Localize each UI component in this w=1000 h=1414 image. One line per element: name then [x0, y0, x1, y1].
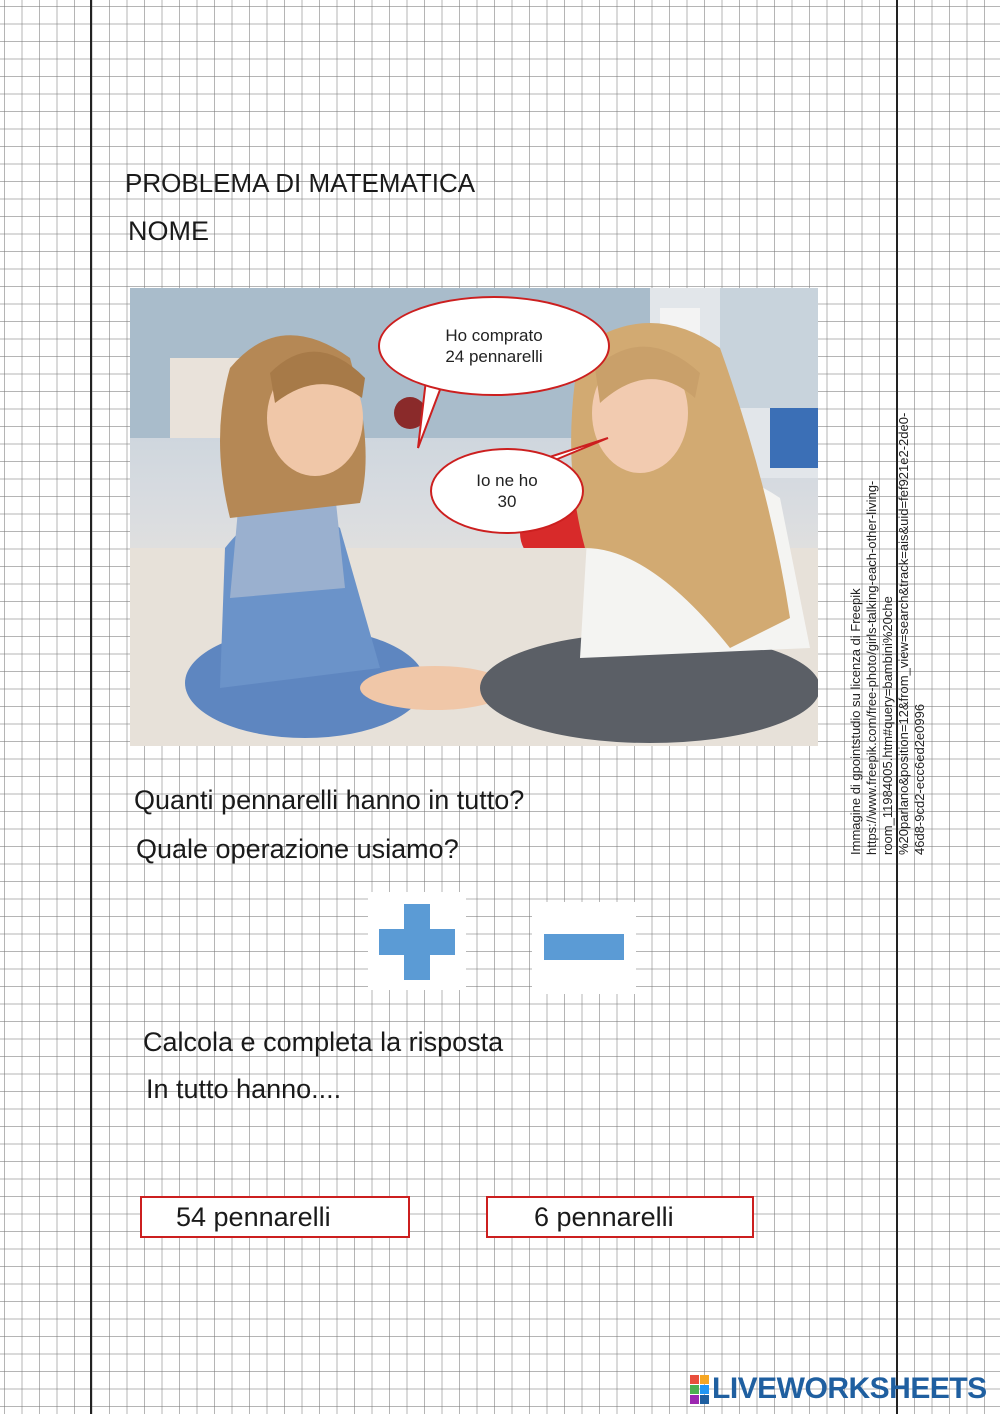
liveworksheets-logo	[690, 1372, 987, 1406]
question-total: Quanti pennarelli hanno in tutto?	[134, 785, 525, 815]
plus-option[interactable]	[368, 892, 466, 990]
answer-option-6[interactable]	[486, 1196, 754, 1238]
speech-bubble-left: Ho comprato 24 pennarelli	[378, 296, 610, 396]
image-credit: Immagine di gpointstudio su licenza di Freepik https://www.freepik.com/free-photo/girls-talking-each-other-living- room_11984005.htm#query=bambini%20che %20parlano&position=12&from_view=search&track=ais&uid=fef921e2-2de0- 46d8-9cd2-ecc6ed2e0996	[848, 412, 927, 855]
minus-option[interactable]	[532, 902, 636, 994]
instruction-text: Calcola e completa la risposta	[143, 1027, 504, 1057]
minus-icon	[532, 902, 636, 994]
speech-bubble-right: Io ne ho 30	[430, 448, 584, 534]
girls-talking-photo	[130, 288, 818, 746]
answer-option-54-label: 54 pennarelli	[176, 1201, 331, 1232]
plus-icon	[368, 892, 466, 990]
answer-prompt: In tutto hanno....	[146, 1074, 342, 1104]
liveworksheets-logo-text: LIVEWORKSHEETS	[712, 1372, 987, 1405]
name-label: NOME	[128, 216, 209, 246]
answer-option-6-label: 6 pennarelli	[534, 1201, 674, 1232]
liveworksheets-mark-icon	[690, 1375, 709, 1404]
left-margin-line	[90, 0, 92, 1414]
answer-option-54[interactable]	[140, 1196, 410, 1238]
page-title: PROBLEMA DI MATEMATICA	[125, 168, 476, 198]
question-operation: Quale operazione usiamo?	[136, 834, 459, 864]
